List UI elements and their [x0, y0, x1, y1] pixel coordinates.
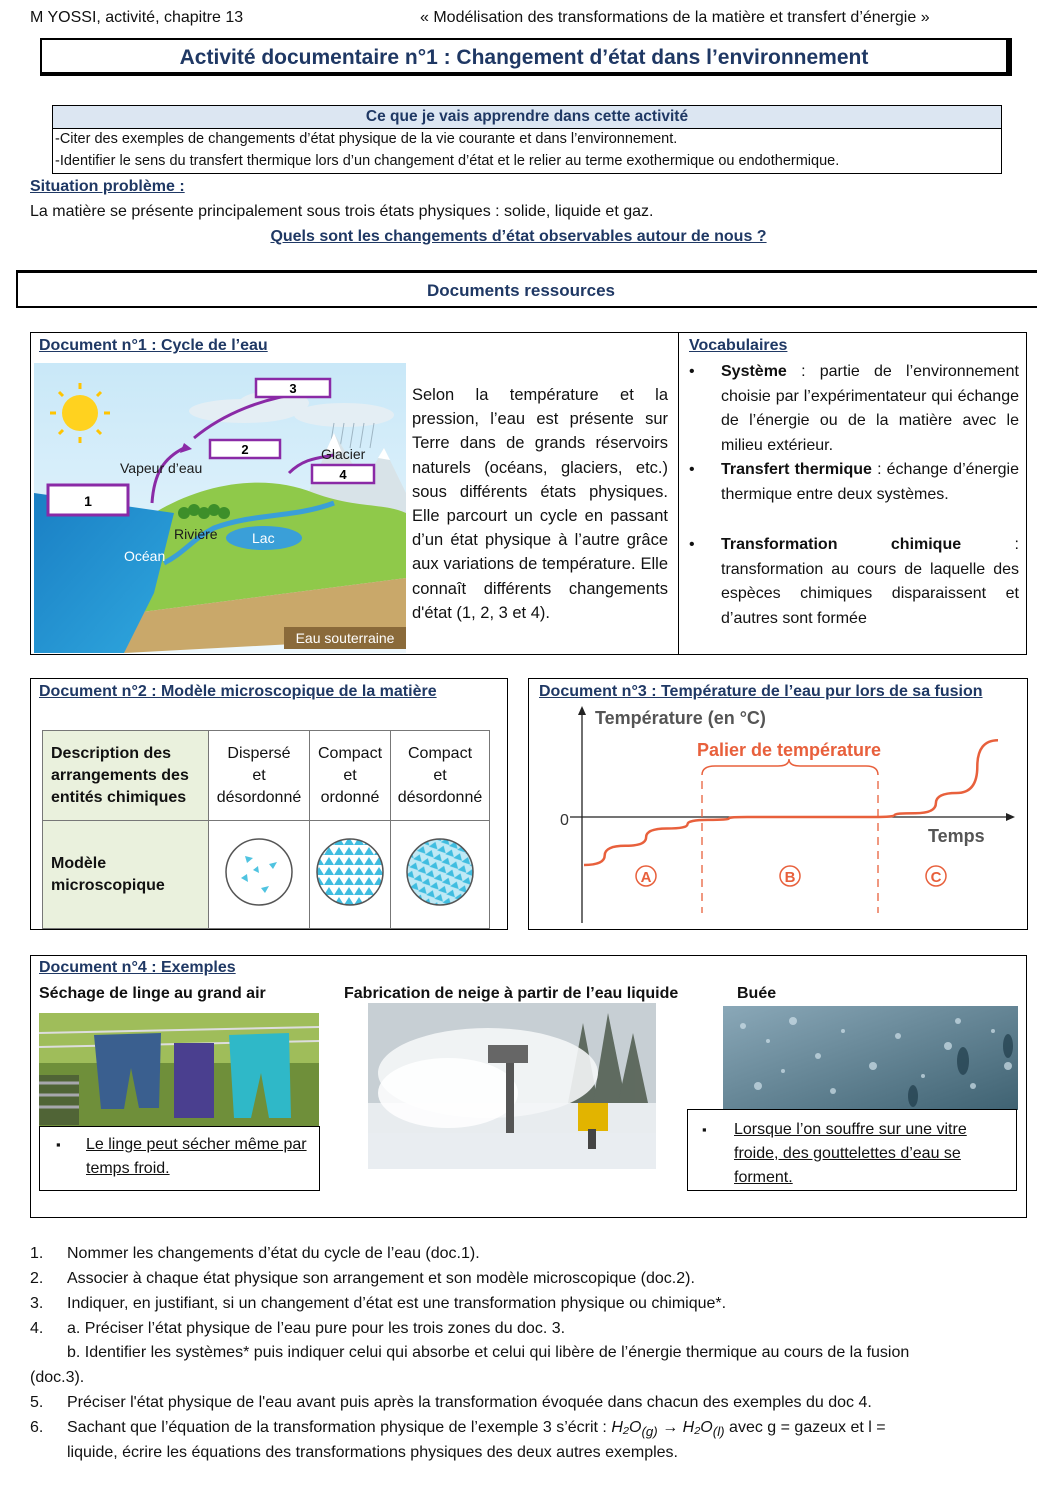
table-header-model: Modèle microscopique	[43, 821, 209, 929]
vocab-def: : échange d’énergie thermique entre deux systèmes.	[721, 461, 1020, 503]
table-cell: Compact et ordonné	[310, 731, 391, 821]
question-item: 4. a. Préciser l’état physique de l’eau pure pour les trois zones du doc. 3.	[30, 1320, 566, 1337]
example1-title: Séchage de linge au grand air	[39, 985, 266, 1002]
question-item: 2. Associer à chaque état physique son arrangement et son modèle microscopique (doc.2).	[30, 1270, 695, 1287]
example3-title: Buée	[737, 985, 777, 1002]
example1-caption: Le linge peut sécher même par temps froid.	[86, 1136, 307, 1177]
vocab-item	[689, 458, 1019, 507]
y-axis-label: Température (en °C)	[595, 708, 766, 728]
model-liquid-cell	[391, 821, 490, 929]
label-vapeur: Vapeur d’eau	[120, 460, 203, 476]
vocab-term: Transfert thermique	[721, 461, 872, 478]
objectives-box	[52, 105, 1002, 174]
snow-cannon-icon	[578, 1103, 608, 1131]
y-axis-arrow	[578, 706, 586, 715]
header-left: M YOSSI, activité, chapitre 13	[30, 9, 244, 26]
label-box-3	[256, 379, 330, 397]
vocab-term: Système	[721, 363, 787, 380]
table-header-description: Description des arrangements des entités chimiques	[43, 731, 209, 821]
problem-question: Quels sont les changements d’état observables autour de nous ?	[270, 228, 767, 245]
plateau-brace	[702, 759, 878, 775]
zone-a-label: A	[640, 869, 652, 886]
label-box-4	[312, 465, 374, 483]
resources-box	[16, 270, 1037, 308]
bullet-icon: ▪	[56, 1137, 61, 1152]
plateau-label: Palier de température	[696, 740, 882, 760]
doc3-title: Document n°3 : Température de l’eau pur lors de sa fusion	[539, 683, 983, 700]
doc1-title: Document n°1 : Cycle de l’eau	[39, 337, 268, 354]
resources-title: Documents ressources	[426, 281, 616, 300]
example3-caption: Lorsque l’on souffre sur une vitre froide, des gouttelettes d’eau se forment.	[734, 1121, 967, 1186]
svg-text:4: 4	[339, 467, 347, 482]
bullet-icon: •	[689, 536, 695, 553]
situation-text: La matière se présente principalement sous trois états physiques : solide, liquide et gaz.	[30, 203, 654, 220]
model-solid-cell	[310, 821, 391, 929]
bullet-icon: •	[689, 363, 695, 380]
x-axis-label: Temps	[928, 826, 985, 846]
bullet-icon: ▪	[702, 1122, 707, 1137]
example3-caption-box	[687, 1109, 1017, 1191]
vocab-def: : transformation au cours de laquelle des espèces chimiques disparaissent et d’autres sont formée	[721, 536, 1019, 627]
zone-c-label: C	[930, 869, 942, 886]
question-item-6-line2: liquide, écrire les équations des transformations physiques des deux autres exemples.	[67, 1444, 678, 1461]
objective-item: -Citer des exemples de changements d’état physique de la vie courante et dans l’environnement.	[55, 131, 678, 147]
page-title: Activité documentaire n°1 : Changement d’état dans l’environnement	[179, 46, 869, 69]
label-riviere: Rivière	[174, 526, 218, 542]
question-item: (doc.3).	[30, 1369, 85, 1386]
question-item: 5. Préciser l'état physique de l'eau avant puis après la transformation évoquée dans chacun des exemples du doc 4.	[30, 1394, 872, 1411]
microscopic-model-table	[42, 730, 490, 929]
objectives-heading: Ce que je vais apprendre dans cette activité	[53, 106, 1001, 129]
doc1-text: Selon la température et la pression, l’eau est présente sur Terre dans de grands réservoirs naturels (océans, glaciers, etc.) sous différents états physiques. Elle parcourt un cycle en passant d’un état physique à l’autre grâce aux variations de température. Elle connaît différents changements d'état (1, 2, 3 et 4).	[412, 386, 668, 622]
model-gas-cell	[209, 821, 310, 929]
label-glacier: Glacier	[321, 446, 366, 462]
svg-text:2: 2	[241, 442, 249, 457]
vocab-title: Vocabulaires	[689, 337, 788, 354]
question-item-6: 6. Sachant que l’équation de la transformation physique de l’exemple 3 s’écrit : $H_2O_{(g)} \to H_2O_{(l)}$ avec g = gazeux et l =	[30, 1419, 886, 1440]
fog-window-photo	[723, 1006, 1018, 1110]
question-item: b. Identifier les systèmes* puis indiquer celui qui absorbe et celui qui libère de l’énergie thermique au cours de la fusion	[67, 1344, 910, 1361]
label-box-2	[210, 440, 280, 458]
fusion-temperature-chart	[540, 703, 1020, 925]
objective-item: -Identifier le sens du transfert thermique lors d’un changement d’état et le relier au terme exothermique ou endothermique.	[55, 153, 840, 169]
label-ocean: Océan	[124, 548, 166, 564]
liquid-model-icon	[404, 836, 476, 908]
water-cycle-diagram	[34, 363, 406, 653]
arrow-icon: →	[662, 1419, 679, 1436]
laundry-photo	[39, 1013, 319, 1128]
vocab-item	[689, 360, 1019, 458]
label-box-1	[48, 485, 128, 515]
title-box	[40, 38, 1012, 76]
svg-text:1: 1	[84, 493, 92, 509]
y-tick-zero: 0	[560, 812, 569, 829]
bullet-icon: •	[689, 461, 695, 478]
question-item: 3. Indiquer, en justifiant, si un changement d’état est une transformation physique ou chimique*.	[30, 1295, 727, 1312]
vocab-item	[689, 533, 1019, 631]
label-souterraine: Eau souterraine	[295, 630, 395, 646]
vocab-def: : partie de l’environnement choisie par l’expérimentateur qui échange de l’énergie ou de la matière avec le milieu extérieur.	[721, 363, 1019, 454]
x-axis-arrow	[1006, 813, 1015, 821]
doc1-divider	[678, 332, 679, 655]
zone-b-label: B	[784, 869, 796, 886]
vocab-term: Transformation chimique	[721, 536, 962, 553]
example2-title: Fabrication de neige à partir de l’eau liquide	[344, 985, 679, 1002]
equation-right: H₂O	[682, 1419, 713, 1436]
label-lac: Lac	[252, 530, 275, 546]
situation-title: Situation problème :	[30, 178, 185, 195]
example1-caption-box	[39, 1126, 320, 1191]
table-cell: Dispersé et désordonné	[209, 731, 310, 821]
gas-model-icon	[223, 836, 295, 908]
snow-cannon-photo	[368, 1003, 656, 1169]
equation-left: H₂O	[611, 1419, 642, 1436]
solid-model-icon	[314, 836, 386, 908]
doc2-title: Document n°2 : Modèle microscopique de la matière	[39, 683, 437, 700]
question-item: 1. Nommer les changements d’état du cycle de l’eau (doc.1).	[30, 1245, 480, 1262]
doc4-title: Document n°4 : Exemples	[39, 959, 236, 976]
header-right: « Modélisation des transformations de la matière et transfert d’énergie »	[420, 9, 930, 26]
table-cell: Compact et désordonné	[391, 731, 490, 821]
svg-text:3: 3	[289, 381, 297, 396]
